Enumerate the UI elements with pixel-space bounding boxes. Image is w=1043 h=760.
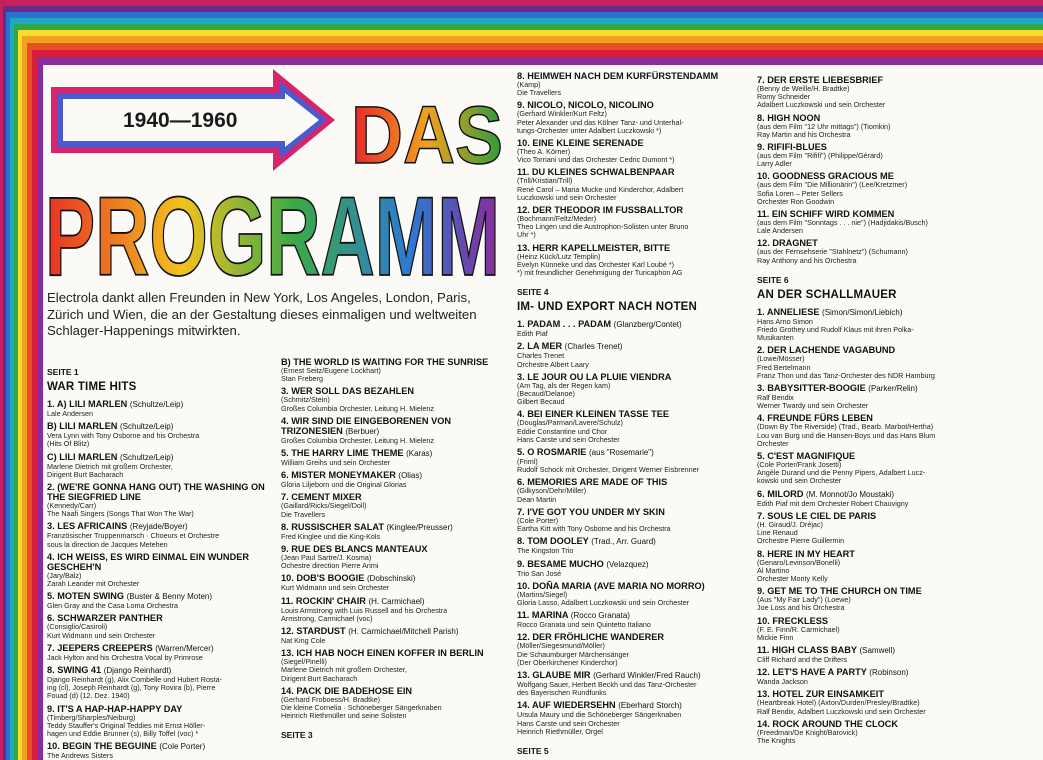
track-title-text: 8. RUSSISCHER SALAT [281,521,384,532]
track-details: (Martins/Siegel) Gloria Lasso, Adalbert Luczkowski und sein Orchester [517,589,690,607]
track-credit: (Kinglee/Preusser) [386,522,453,532]
track-title-text: 6. MILORD [757,488,804,499]
track-title-text: 11. HIGH CLASS BABY [757,644,857,655]
track-details: Louis Armstrong with Luis Russell and his Orchestra Armstrong, Carmichael (voc) [281,605,448,623]
track-credit: (Rocco Granata) [570,611,630,621]
track-list [517,71,743,277]
track-details: (Theo A. Körner) Vico Torriani und das Orchester Cedric Dumont *) [517,147,675,165]
track-entry [47,591,271,610]
track-entry [757,489,993,508]
track-details: Französischer Truppenmarsch · Choeurs et Orchestre sous la direction de Jacques Metehen [47,531,220,549]
track-details: (Down By The Riverside) (Trad., Bearb. Marbot/Hertha) Lou van Burg und die Hansen-Boys und das Hans Blum Orchester [757,422,936,448]
track-details: Wolfgang Sauer, Herbert Beckh und das Tanz-Orchester des Bayerischen Rundfunks [517,679,697,698]
track-title-text: 8. HIGH NOON [757,112,821,123]
track-details: Hans Arno Simon Friedo Grothey und Rudolf Klaus mit ihren Polka- Musikanten [757,316,914,343]
track-details: The Andrews Sisters [47,751,113,760]
track-details: (Gerhard Winkler/Kurt Feltz) Peter Alexander und das Kölner Tanz- und Unterhal- tungs-Orchester unter Adalbert Luczkowski *) [517,109,684,135]
track-details: (aus dem Film "Sonntags . . . nie") (Hadjidakis/Busch) Lale Andersen [757,218,928,236]
track-details: (Jean Paul Sartre/J. Kosma) Ochestre direction Pierre Arimi [281,553,379,571]
track-title [517,447,743,458]
track-details: Jack Hylton and his Orchestra Vocal by Primrose [47,652,203,662]
track-details: Charles Trenet Orchestre Albert Laary [517,351,589,369]
track-details: (Aus "My Fair Lady") (Loewe) Joe Loss and his Orchestra [757,595,851,613]
seite-5-label: SEITE 5 [517,745,549,756]
track-title-text: 2. DER LACHENDE VAGABUND [757,345,896,356]
track-title-text: 10. DOB'S BOOGIE [281,573,365,584]
track-title [757,549,993,559]
track-details: (Schmitz/Stein) Großes Columbia Orchester, Leitung H. Mielenz [281,395,434,413]
track-title-text: 6. MEMORIES ARE MADE OF THIS [517,477,668,488]
seite-6-label: SEITE 6 [757,274,789,285]
track-title-text: 11. MARINA [517,610,569,621]
track-entry [281,386,505,412]
track-details: William Greihs und sein Orchester [281,458,391,468]
track-credit: (Buster & Benny Moten) [126,592,213,602]
track-entry [757,719,993,745]
track-details: Ursula Maury und die Schöneberger Sängerknaben Hans Carste und sein Orchester Heinrich Riethmüller, Orgel [517,710,682,736]
track-title-text: 2. (WE'RE GONNA HANG OUT) THE WASHING ON THE SIEGFRIED LINE [47,482,265,503]
track-title [281,596,505,607]
track-entry [517,243,743,278]
track-list [757,307,993,745]
track-credit: (Schultze/Leip) [120,452,174,462]
side-6-column [757,75,993,748]
track-title-text: 9. RIFIFI-BLUES [757,142,827,153]
track-details: Glen Gray and the Casa Loma Orchestra [47,601,179,611]
track-title-text: 8. HEIMWEH NACH DEM KURFÜRSTENDAMM [517,71,719,81]
track-title-text: 4. WIR SIND DIE EINGEBORENEN VON TRIZONESIEN [281,415,451,436]
track-entry [281,522,505,541]
track-list [757,75,993,265]
track-entry [47,452,271,479]
track-entry [757,383,993,410]
track-details: Edith Piaf [517,329,548,339]
track-details: (aus dem Film "Die Millionärin") (Lee/Kretzmer) Sofia Loren – Peter Sellers Orchester Ron Goodwin [757,180,908,206]
track-title-text: 6. MISTER MONEYMAKER [281,470,396,481]
track-credit: (Cole Porter) [159,742,206,752]
track-title-text: 9. IT'S A HAP-HAP-HAPPY DAY [47,703,183,714]
track-title-text: 13. HOTEL ZUR EINSAMKEIT [757,689,884,700]
track-credit: (Gerhard Winkler/Fred Rauch) [593,670,701,680]
track-credit: (Karas) [406,449,433,459]
track-details: (Heartbreak Hotel) (Axton/Durden/Presley/Bradtke) Ralf Bendix, Adalbert Luczkowski und sein Orchester [757,698,926,716]
track-credit: (Schultze/Leip) [129,400,184,409]
track-title-text: 7. DER ERSTE LIEBESBRIEF [757,75,884,85]
track-title-text: C) LILI MARLEN [47,451,118,462]
track-title [281,416,505,437]
years-label: 1940—1960 [123,109,238,132]
track-entry [757,451,993,486]
track-entry [517,610,743,629]
track-details: Ralf Bendix Werner Twardy und sein Orchester [757,393,869,411]
track-entry [517,447,743,474]
track-entry [281,492,505,518]
track-title-text: 8. HERE IN MY HEART [757,548,855,559]
track-details: (Gaillard/Ricks/Siegel/Doll) Die Travellers [281,501,367,519]
track-title-text: 10. GOODNESS GRACIOUS ME [757,171,894,182]
track-details: (Genaro/Levinson/Bonelli) Al Martino Orchester Monty Kelly [757,557,841,583]
track-details: (Trill/Kristian/Trill) René Carol – Maria Mucke und Kinderchor, Adalbert Luczkowski und sein Orchester [517,176,684,202]
track-title-text: 3. WER SOLL DAS BEZAHLEN [281,386,415,397]
track-entry [517,71,743,97]
track-entry [517,632,743,667]
track-title-text: 9. RUE DES BLANCS MANTEAUX [281,544,428,555]
track-entry [47,643,271,662]
track-entry [757,307,993,343]
track-title-text: 12. DER FRÖHLICHE WANDERER [517,632,665,643]
track-title-text: 7. I'VE GOT YOU UNDER MY SKIN [517,506,665,517]
track-details: (Jary/Balz) Zarah Leander mit Orchester [47,570,140,589]
track-credit: (Charles Trenet) [564,342,623,352]
track-entry [281,357,505,383]
track-entry [757,689,993,715]
track-list [47,399,271,760]
track-entry [517,507,743,533]
track-entry [517,319,743,338]
track-entry [517,341,743,368]
track-details: (Benny de Weille/H. Bradtke) Romy Schneider Adalbert Luczkowski und sein Orchester [757,84,886,110]
track-entry [47,482,271,518]
track-title-text: 11. DU KLEINES SCHWALBENPAAR [517,167,675,178]
track-details: (Siegel/Pinelli) Marlene Dietrich mit großem Orchester, Dirigent Burt Bacharach [281,657,407,683]
track-details: (Cole Porter) Eartha Kitt with Tony Osborne and his Orchestra [517,515,671,534]
track-title-text: 5. O ROSMARIE [517,447,587,458]
track-details: Fred Kinglee und die King-Kols [281,531,381,541]
track-entry [517,581,743,607]
track-entry [517,372,743,407]
track-entry [281,648,505,683]
track-entry [281,416,505,445]
track-entry [757,75,993,110]
track-title-text: 13. HERR KAPELLMEISTER, BITTE [517,242,671,253]
track-title [517,319,743,330]
section-an-der-schallmauer: AN DER SCHALLMAUER [757,288,897,301]
seite-3-label: SEITE 3 [281,730,313,741]
track-details: Trio San José [517,568,562,578]
track-title-text: 9. BESAME MUCHO [517,558,604,569]
track-title-text: 3. LE JOUR OU LA PLUIE VIENDRA [517,371,672,382]
track-credit: (H. Carmichael/Mitchell Parish) [348,627,459,637]
track-details: (Am Tag, als der Regen kam) (Becaud/Delanoe) Gilbert Becaud [517,380,611,407]
track-title [47,482,271,502]
track-details: Vera Lynn with Tony Osborne and his Orchestra (Hits Of Blitz) [47,431,200,449]
track-title-text: 14. AUF WIEDERSEHN [517,700,616,711]
track-title-text: 3. LES AFRICAINS [47,521,128,532]
track-details: Marlene Dietrich mit großem Orchester, Dirigent Burt Bacharach [47,461,173,479]
track-details: (Bochmann/Feltz/Meder) Theo Lingen und die Austrophon-Solisten unter Bruno Uhr *) [517,214,689,240]
track-entry [757,616,993,642]
track-entry [281,544,505,570]
track-details: (Freedman/De Knight/Barovick) The Knights [757,727,858,745]
track-title-text: 7. JEEPERS CREEPERS [47,642,153,653]
section-im-und-export: IM- UND EXPORT NACH NOTEN [517,301,698,314]
track-details: Wanda Jackson [757,677,808,687]
track-details: (Kennedy/Carr) The Naafi Singers (Songs That Won The War) [47,501,194,519]
side-4-column [517,71,743,760]
track-title-text: 9. NICOLO, NICOLO, NICOLINO [517,100,654,111]
track-details: Kurt Widmann und sein Orchester [281,583,390,593]
track-entry [757,113,993,139]
intro-text: Electrola dankt allen Freunden in New York, Los Angeles, London, Paris, Zürich und Wien, die an der Gestaltung dieses einmaligen und weltweiten Schlager-Happenings mitwirkten. [47,290,477,338]
track-title-text: 5. THE HARRY LIME THEME [281,448,404,459]
track-title-text: 12. LET'S HAVE A PARTY [757,667,867,678]
logo-word-programm: PROGRAMM [45,174,500,285]
track-entry [757,171,993,206]
track-entry [281,470,505,489]
track-title-text: 3. BABYSITTER-BOOGIE [757,383,866,394]
track-credit: (H. Carmichael) [368,596,425,606]
track-title-text: B) LILI MARLEN [47,421,118,432]
track-title-text: 1. A) LILI MARLEN [47,399,128,409]
side-1-column [47,357,271,760]
track-title-text: 12. STARDUST [281,626,346,637]
track-credit: (Parker/Relin) [868,384,918,394]
track-title [47,552,271,572]
track-title-text: 7. SOUS LE CIEL DE PARIS [757,510,877,521]
track-title-text: 9. GET ME TO THE CHURCH ON TIME [757,586,922,597]
track-entry [757,586,993,612]
track-entry [47,421,271,448]
track-title-text: 14. PACK DIE BADEHOSE EIN [281,685,413,696]
track-title [517,559,743,570]
track-details: Django Reinhardt (g), Alix Combelle und Hubert Rosta- ing (cl), Joseph Reinhardt (g), Tony Rovira (b), Pierre Fouad (d) (12. Dez. 1940) [47,675,222,701]
track-entry [757,209,993,235]
seite-4-label: SEITE 4 [517,287,549,298]
track-entry [757,549,993,584]
track-details: (Cole Porter/Frank Josetti) Angèle Durand und die Penny Pipers, Adalbert Lucz- kowski und sein Orchester [757,460,926,486]
track-title-text: B) THE WORLD IS WAITING FOR THE SUNRISE [281,357,489,367]
track-credit: (Reyjade/Boyer) [129,522,188,532]
track-title-text: 12. DRAGNET [757,238,818,249]
track-title [47,452,271,463]
track-details: (Gilkyson/Dehr/Miller) Dean Martin [517,486,587,504]
track-credit: (Glanzberg/Contet) [613,320,682,330]
track-entry [757,142,993,168]
track-entry [517,670,743,697]
track-title-text: 1. PADAM . . . PADAM [517,319,612,330]
track-entry [757,667,993,686]
track-entry [517,536,743,555]
track-entry [47,741,271,760]
track-list [517,319,743,736]
track-entry [757,345,993,380]
track-details: (Möller/Siegesmund/Möller) Die Schaumburger Märchensänger (Der Oberkirchener Kinderchor) [517,641,629,667]
track-details: (F. E. Finn/R. Carmichael) Mickie Finn [757,624,840,642]
track-credit: (Robinson) [869,668,909,678]
track-details: Edith Piaf mit dem Orchester Robert Chauvigny [757,498,909,508]
track-details: (aus dem Film "12 Uhr mittags") (Tiomkin) Ray Martin and his Orchestra [757,121,891,139]
track-credit: (Velazquez) [606,559,649,569]
tracklist-sheet [43,65,1043,760]
track-entry [47,665,271,701]
track-credit: (Eberhard Storch) [618,701,682,711]
track-title-text: 7. CEMENT MIXER [281,492,362,503]
track-title-text: 8. SWING 41 [47,665,102,676]
track-title-text: 10. FRECKLESS [757,615,828,626]
das-programm-logo [43,65,513,285]
track-title-text: 10. DOÑA MARIA (AVE MARIA NO MORRO) [517,580,705,591]
track-entry [281,573,505,592]
track-title-text: 4. ICH WEISS, ES WIRD EINMAL EIN WUNDER GESCHEH'N [47,551,249,572]
track-details: (aus der Fernsehserie "Stahlnetz") (Schumann) Ray Anthony and his Orchestra [757,247,908,265]
track-title-text: 8. TOM DOOLEY [517,536,589,547]
track-details: Gloria Liljeborn und die Original Glorias [281,480,407,490]
track-credit: (Olias) [398,471,422,481]
section-war-time-hits: WAR TIME HITS [47,381,137,393]
track-title-text: 10. BEGIN THE BEGUINE [47,741,157,752]
track-details: (aus dem Film "Rififi") (Philippe/Gérard) Larry Adler [757,151,883,169]
track-details: Nat King Cole [281,636,326,646]
track-details: (Douglas/Parman/Lavere/Schulz) Eddie Constantine und Chor Hans Carste und sein Orchester [517,418,623,444]
track-entry [47,552,271,588]
track-entry [757,413,993,448]
track-details: (Ernest Seitz/Eugene Lockhart) Stan Freberg [281,366,381,384]
track-credit: (Schultze/Leip) [120,422,174,432]
track-entry [47,613,271,639]
track-entry [281,596,505,623]
track-entry [517,100,743,135]
track-details: (Gerhard Froboess/H. Bradtke) Die kleine Cornelia · Schöneberger Sängerknaben Heinrich Riethmüller und seine Solisten [281,694,442,721]
track-title-text: 4. FREUNDE FÜRS LEBEN [757,413,873,424]
track-credit: (M. Monnot/Jo Moustaki) [806,489,895,499]
track-entry [757,238,993,264]
track-title-text: 13. ICH HAB NOCH EINEN KOFFER IN BERLIN [281,648,484,659]
track-entry [757,645,993,664]
track-title-text: 10. EINE KLEINE SERENADE [517,138,644,149]
track-details: The Kingston Trio [517,546,574,556]
track-title-text: 11. EIN SCHIFF WIRD KOMMEN [757,209,895,220]
track-entry [47,521,271,548]
track-entry [517,477,743,503]
track-title-text: 4. BEI EINER KLEINEN TASSE TEE [517,409,669,420]
track-entry [47,704,271,739]
track-details: (H. Giraud/J. Dréjac) Line Renaud Orchestre Pierre Guillermin [757,519,845,546]
track-title-text: 14. ROCK AROUND THE CLOCK [757,718,899,729]
track-entry [517,409,743,444]
track-details: Lale Andersen [47,409,93,418]
track-entry [281,686,505,721]
track-credit: (Samwell) [859,645,896,655]
track-credit: (Django Reinhardt) [103,666,172,676]
side-2-column [281,357,505,744]
track-credit: (aus "Rosemarie") [589,448,654,458]
track-credit: (Trad., Arr. Guard) [591,537,656,547]
track-entry [281,626,505,645]
track-credit: (Berbuer) [345,426,380,436]
track-details: (Timberg/Sharples/Neiburg) Teddy Stauffer's Original Teddies mit Ernst Höller- hagen und Eddie Brunner (s), Billy Toffel (voc) * [47,712,206,739]
track-entry [47,399,271,418]
track-credit: (Warren/Mercer) [155,643,214,653]
track-title-text: 1. ANNELIESE [757,306,820,317]
track-details: Rocco Granata und sein Quintetto Italiano [517,620,651,630]
seite-1-label: SEITE 1 [47,367,79,377]
track-details: Großes Columbia Orchester, Leitung H. Mielenz [281,435,434,445]
track-entry [517,700,743,736]
track-entry [281,448,505,467]
track-credit: (Dobschinski) [366,574,416,584]
track-entry [517,559,743,578]
track-title-text: 5. C'EST MAGNIFIQUE [757,451,856,462]
track-title-text: 13. GLAUBE MIR [517,669,591,680]
track-entry [517,205,743,240]
track-details: (Friml) Rudolf Schock mit Orchester, Dirigent Werner Eisbrenner [517,457,700,475]
track-details: Cliff Richard and the Drifters [757,654,848,664]
track-entry [757,511,993,546]
track-list [281,357,505,720]
track-credit: (Simon/Simon/Liebich) [822,307,903,317]
track-details: (Consiglio/Casiroli) Kurt Widmann und sein Orchester [47,622,156,640]
track-title-text: 12. DER THEODOR IM FUSSBALLTOR [517,205,684,216]
track-title-text: 11. ROCKIN' CHAIR [281,595,366,606]
track-title-text: 6. SCHWARZER PANTHER [47,613,163,624]
track-entry [517,138,743,164]
track-title [517,71,743,81]
track-title-text: 2. LA MER [517,341,563,352]
track-details: (Heinz Kück/Lutz Templin) Evelyn Künneke und das Orchester Karl Loubé *) *) mit freundlicher Genehmigung der Turicaphon AG [517,251,683,278]
track-entry [517,167,743,202]
track-details: (Kamp) Die Travellers [517,80,561,98]
track-title-text: 5. MOTEN SWING [47,591,125,602]
logo-word-das: DAS [351,90,503,181]
track-details: (Lowe/Mösser) Fred Bertelmann Franz Thon und das Tanz-Orchester des NDR Hamburg [757,354,935,380]
